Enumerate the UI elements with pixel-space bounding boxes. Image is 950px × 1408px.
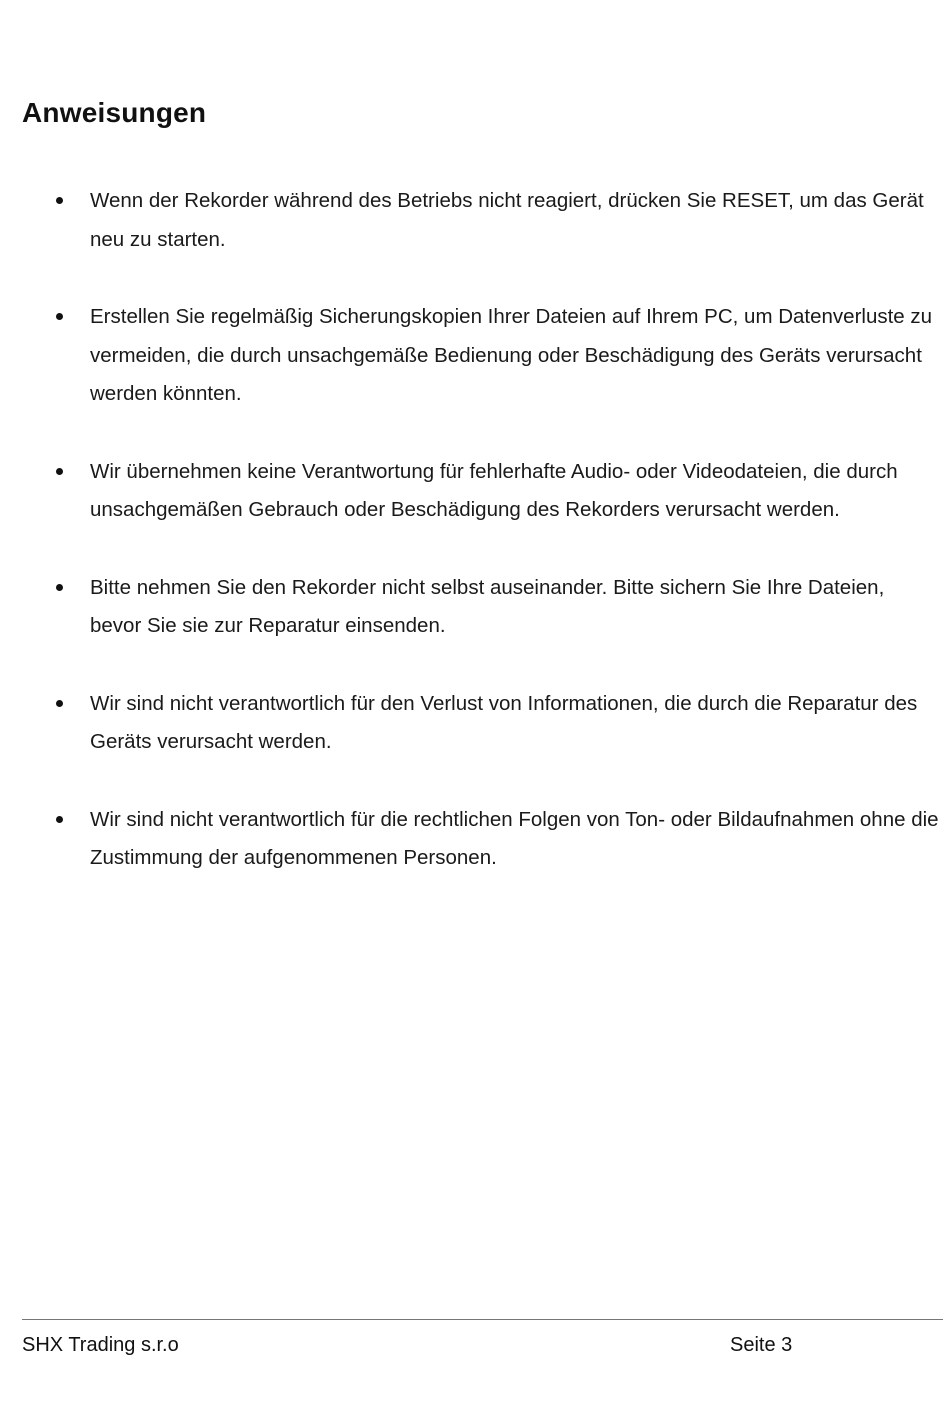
footer-company-name: SHX Trading s.r.o bbox=[22, 1334, 179, 1356]
list-item bbox=[0, 298, 950, 414]
list-item-text: Wir übernehmen keine Verantwortung für fehlerhafte Audio- oder Videodateien, die durch unsachgemäßen Gebrauch oder Beschädigung des Rekorders verursacht werden. bbox=[90, 459, 898, 521]
list-item bbox=[0, 685, 950, 762]
bullet-icon bbox=[56, 584, 63, 591]
instruction-list bbox=[0, 182, 950, 917]
bullet-icon bbox=[56, 197, 63, 204]
list-item-text: Wir sind nicht verantwortlich für die rechtlichen Folgen von Ton- oder Bildaufnahmen ohne die Zustimmung der aufgenommenen Personen. bbox=[90, 807, 939, 869]
footer-divider bbox=[22, 1319, 943, 1320]
list-item bbox=[0, 453, 950, 530]
footer-page-number: Seite 3 bbox=[730, 1334, 793, 1356]
list-item bbox=[0, 801, 950, 878]
list-item bbox=[0, 182, 950, 259]
bullet-icon bbox=[56, 816, 63, 823]
list-item bbox=[0, 569, 950, 646]
list-item-text: Wir sind nicht verantwortlich für den Verlust von Informationen, die durch die Reparatur des Geräts verursacht werden. bbox=[90, 691, 918, 753]
bullet-icon bbox=[56, 468, 63, 475]
page-title: Anweisungen bbox=[22, 97, 207, 128]
bullet-icon bbox=[56, 313, 63, 320]
list-item-text: Erstellen Sie regelmäßig Sicherungskopien Ihrer Dateien auf Ihrem PC, um Datenverluste zu vermeiden, die durch unsachgemäße Bedienung oder Beschädigung des Geräts verursacht werden könnten. bbox=[90, 305, 933, 405]
bullet-icon bbox=[56, 700, 63, 707]
list-item-text: Wenn der Rekorder während des Betriebs nicht reagiert, drücken Sie RESET, um das Gerät neu zu starten. bbox=[90, 189, 924, 251]
list-item-text: Bitte nehmen Sie den Rekorder nicht selbst auseinander. Bitte sichern Sie Ihre Dateien, bevor Sie sie zur Reparatur einsenden. bbox=[90, 575, 885, 637]
